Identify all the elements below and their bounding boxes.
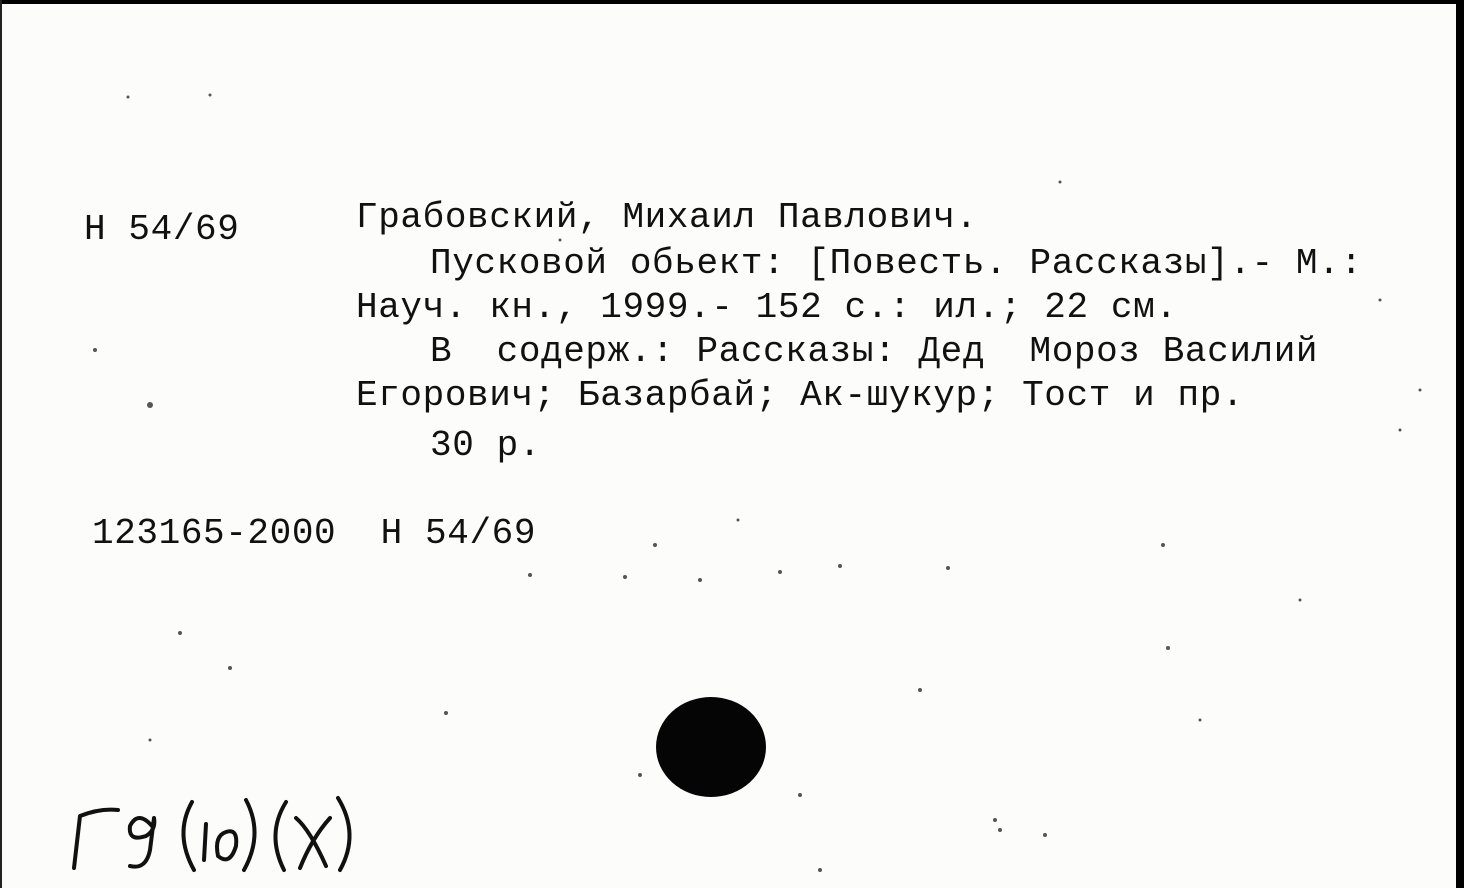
handwritten-shelf-mark (60, 780, 380, 880)
imprint-statement: Науч. кн., 1999.- 152 с.: ил.; 22 см. (356, 287, 1178, 328)
title-statement: Пусковой обьект: [Повесть. Рассказы].- М.: (430, 243, 1363, 284)
punch-hole (656, 697, 766, 797)
call-number: Н 54/69 (84, 209, 240, 250)
price: 30 р. (430, 425, 542, 466)
contents-note-line-1: В содерж.: Рассказы: Дед Мороз Василий (430, 331, 1319, 372)
inventory-number: 123165-2000 Н 54/69 (92, 513, 537, 554)
contents-note-line-2: Егорович; Базарбай; Ак-шукур; Тост и пр. (356, 375, 1245, 416)
author-heading: Грабовский, Михаил Павлович. (356, 197, 978, 238)
